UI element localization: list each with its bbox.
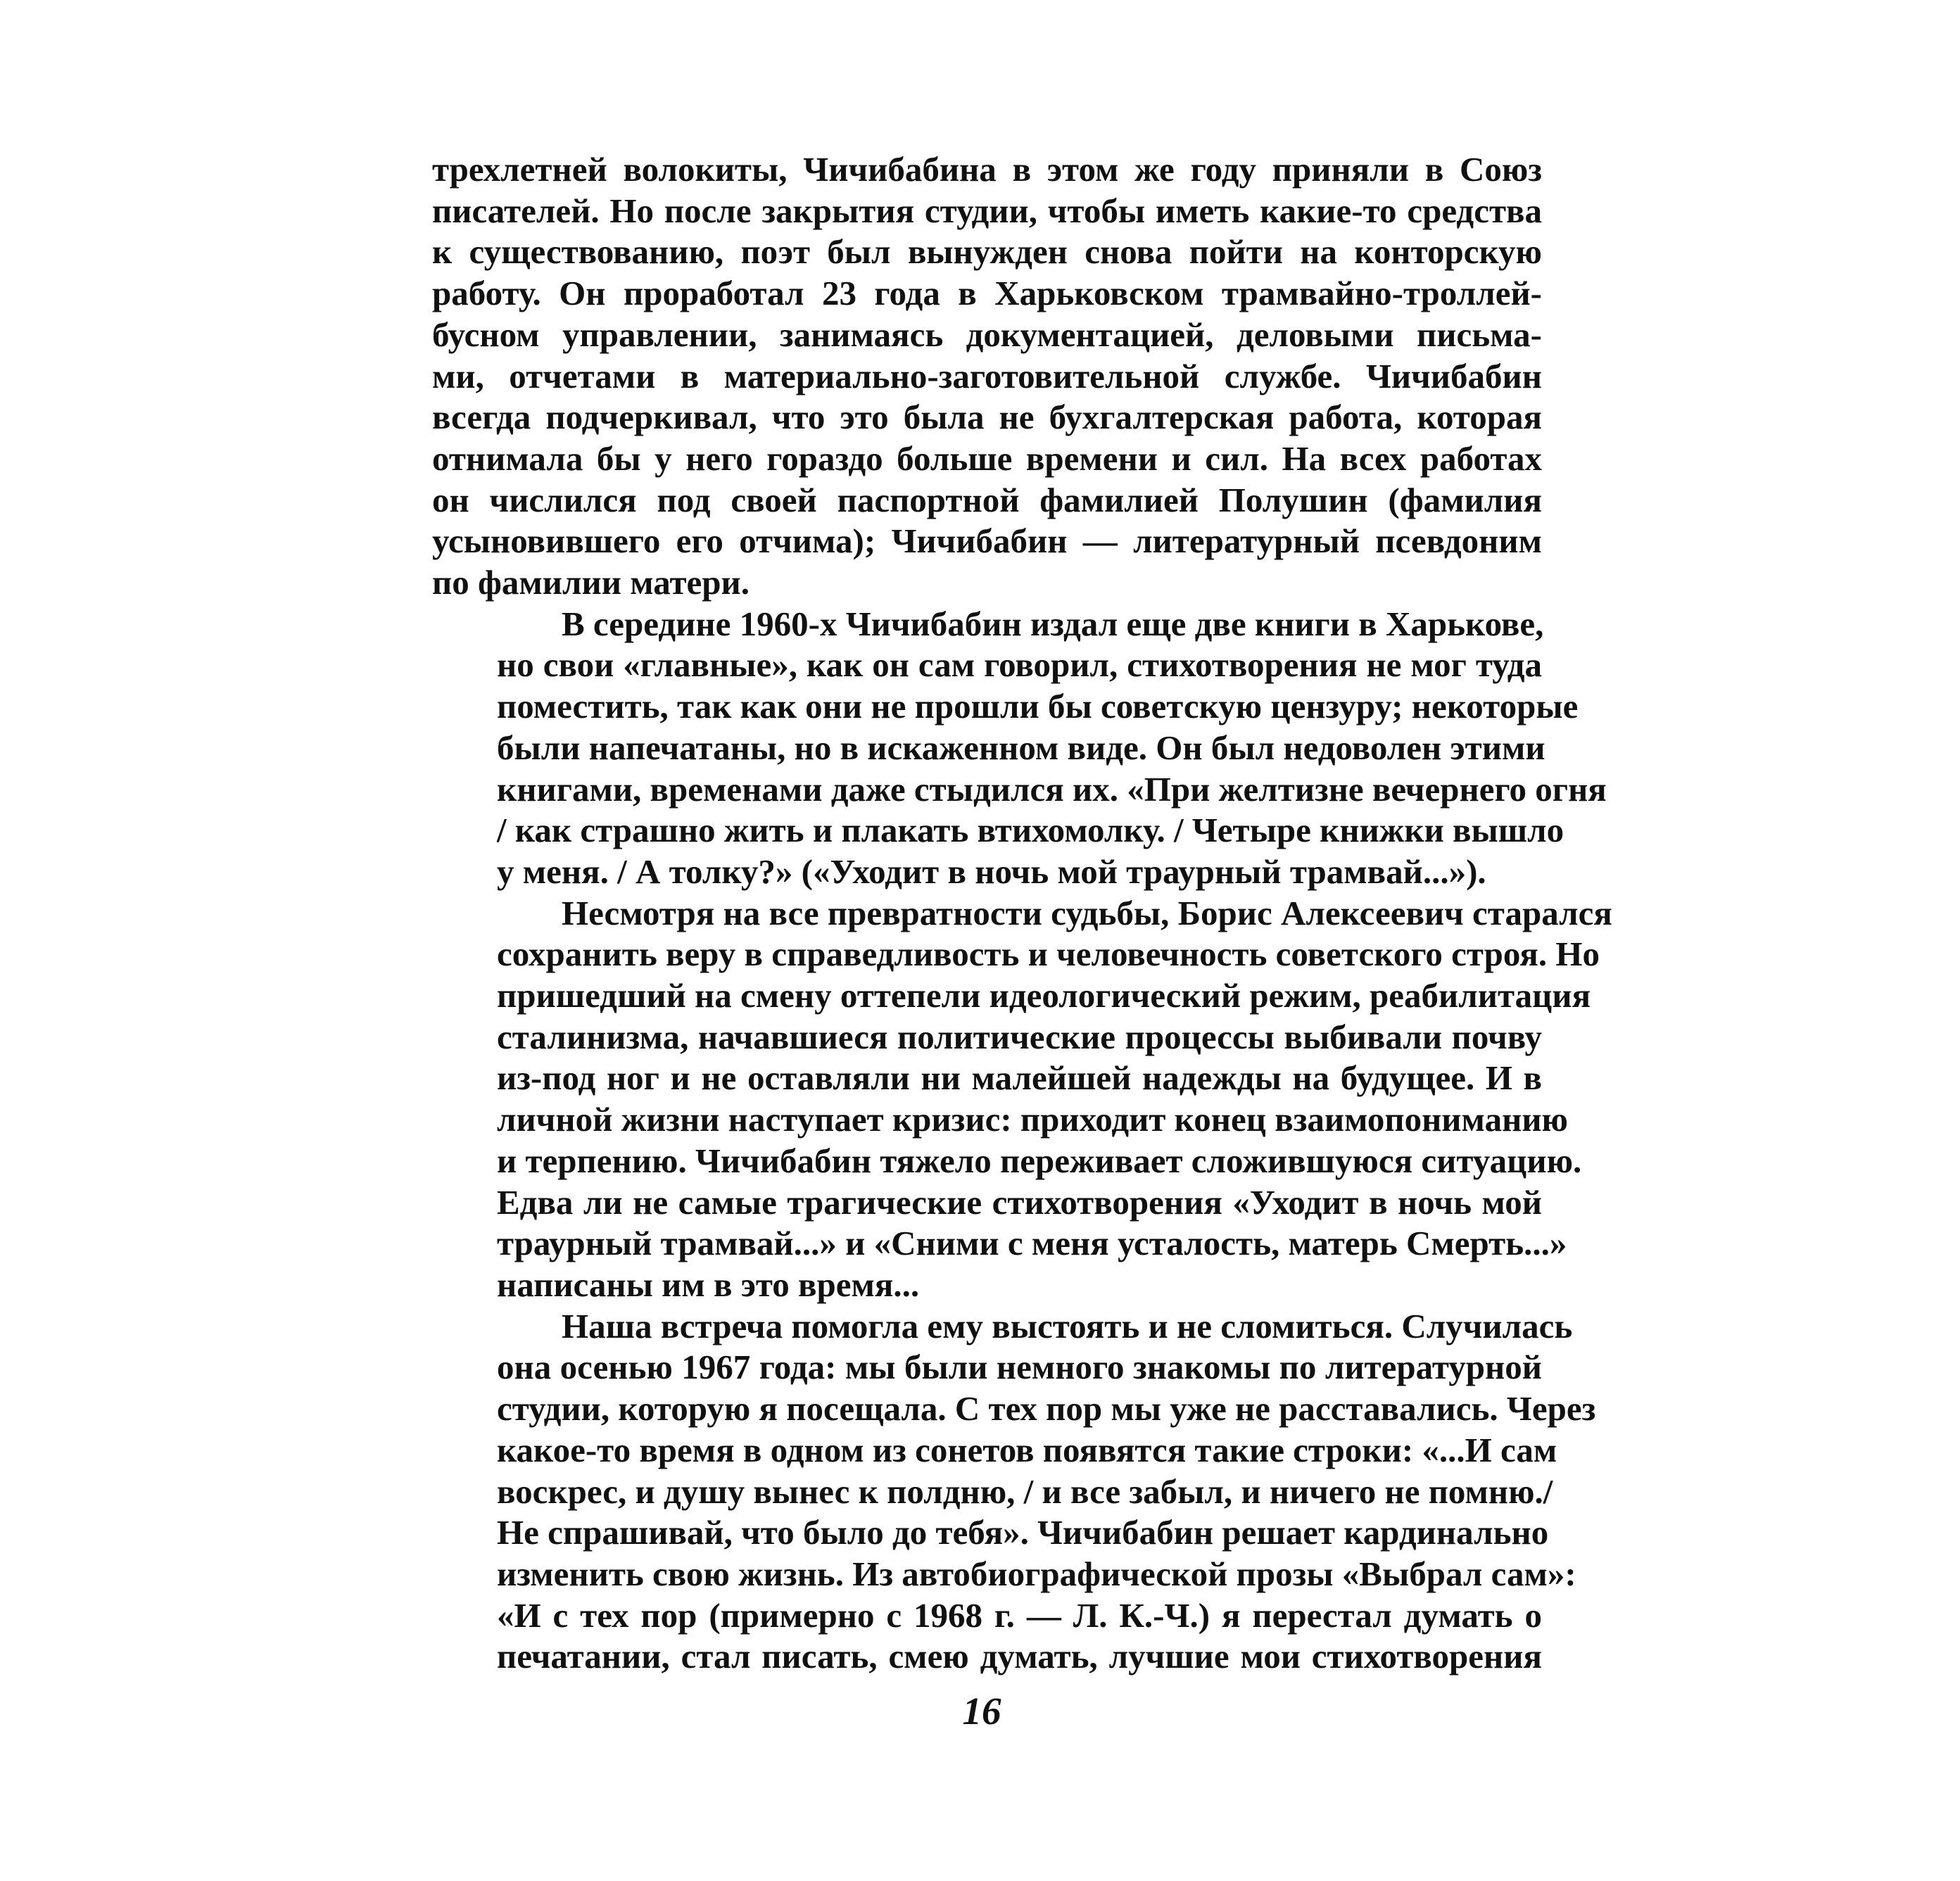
text-line: Наша встреча помогла ему выстоять и не сломиться. Случилась (562, 1306, 1573, 1345)
text-line: к существованию, поэт был вынужден снова пойти на конторскую (432, 232, 1542, 272)
text-line: у меня. / А толку?» («Уходит в ночь мой траурный трамвай...»). (497, 851, 1486, 891)
text-line: / как страшно жить и плакать втихомолку. / Четыре книжки вышло (497, 811, 1564, 850)
text-line: работу. Он проработал 23 года в Харьковском трамвайно-троллей- (432, 274, 1542, 313)
text-line: сохранить веру в справедливость и человечность советского строя. Но (497, 935, 1600, 974)
text-line: трехлетней волокиты, Чичибабина в этом же году приняли в Союз (432, 150, 1542, 189)
text-line: ми, отчетами в материально-заготовительной службе. Чичибабин (432, 356, 1542, 395)
text-line: студии, которую я посещала. С тех пор мы уже не расставались. Через (497, 1389, 1596, 1429)
paragraph-2 (432, 604, 1607, 893)
text-line: поместить, так как они не прошли бы советскую цензуру; некоторые (497, 687, 1579, 726)
text-line: бусном управлении, занимаясь документацией, деловыми письма- (432, 315, 1542, 354)
text-line: Едва ли не самые трагические стихотворения «Уходит в ночь мой (497, 1182, 1542, 1222)
text-line: всегда подчеркивал, что это была не бухгалтерская работа, которая (432, 398, 1542, 437)
text-line: траурный трамвай...» и «Сними с меня усталость, матерь Смерть...» (497, 1224, 1567, 1263)
text-line: печатании, стал писать, смею думать, лучшие мои стихотворения (497, 1637, 1542, 1676)
paragraph-1 (432, 149, 1542, 604)
text-line: были напечатаны, но в искаженном виде. Он был недоволен этими (497, 728, 1545, 767)
paragraph-3 (432, 893, 1612, 1306)
text-line: из-под ног и не оставляли ни малейшей надежды на будущее. И в (497, 1058, 1542, 1098)
text-line: она осенью 1967 года: мы были немного знакомы по литературной (497, 1348, 1542, 1387)
text-line: но свои «главные», как он сам говорил, стихотворения не мог туда (497, 645, 1542, 685)
text-line: изменить свою жизнь. Из автобиографической прозы «Выбрал сам»: (497, 1554, 1576, 1593)
text-line: Не спрашивай, что было до тебя». Чичибабин решает кардинально (497, 1513, 1549, 1552)
page-number: 16 (962, 1690, 1001, 1733)
body-text (432, 149, 1612, 1678)
paragraph-4 (432, 1306, 1596, 1678)
text-line: отнимала бы у него гораздо больше времени и сил. На всех работах (432, 438, 1542, 478)
text-line: по фамилии матери. (432, 563, 750, 602)
text-line: сталинизма, начавшиеся политические процессы выбивали почву (497, 1017, 1542, 1056)
text-line: и терпению. Чичибабин тяжело переживает сложившуюся ситуацию. (497, 1141, 1582, 1180)
text-line: усыновившего его отчима); Чичибабин — литературный псевдоним (432, 521, 1542, 561)
text-line: Несмотря на все превратности судьбы, Борис Алексеевич старался (562, 893, 1612, 932)
text-line: написаны им в это время... (497, 1265, 920, 1304)
text-line: воскрес, и душу вынес к полдню, / и все забыл, и ничего не помню./ (497, 1471, 1553, 1511)
text-line: В середине 1960-х Чичибабин издал еще две книги в Харькове, (562, 604, 1544, 643)
text-line: личной жизни наступает кризис: приходит конец взаимопониманию (497, 1100, 1568, 1139)
text-line: он числился под своей паспортной фамилией Полушин (фамилия (432, 480, 1542, 519)
text-line: писателей. Но после закрытия студии, чтобы иметь какие-то средства (432, 191, 1542, 230)
text-line: «И с тех пор (примерно с 1968 г. — Л. К.-Ч.) я перестал думать о (497, 1595, 1542, 1635)
text-line: книгами, временами даже стыдился их. «При желтизне вечернего огня (497, 769, 1607, 809)
text-line: какое-то время в одном из сонетов появятся такие строки: «...И сам (497, 1430, 1557, 1469)
text-line: пришедший на смену оттепели идеологический режим, реабилитация (497, 976, 1591, 1015)
